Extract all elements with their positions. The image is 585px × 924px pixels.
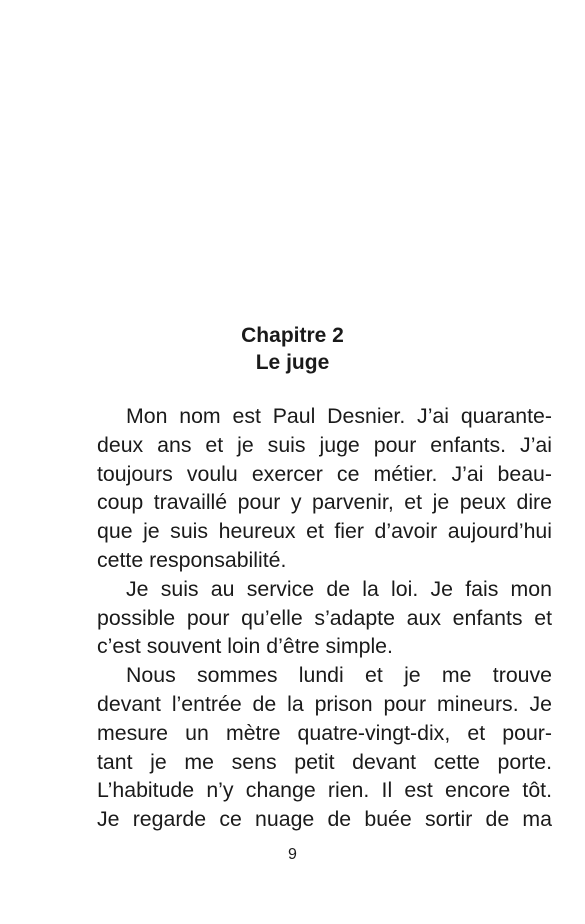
chapter-number: Chapitre 2 (241, 324, 344, 347)
paragraph (68, 661, 552, 834)
body-text (68, 402, 552, 834)
text-line: toujours voulu exercer ce métier. J’ai beau- (97, 461, 552, 486)
text-line: Mon nom est Paul Desnier. J’ai quarante- (126, 404, 552, 428)
text-line: L’habitude n’y change rien. Il est encore tôt. (97, 778, 552, 803)
text-line: tant je me sens petit devant cette porte. (97, 749, 552, 774)
paragraph (68, 402, 552, 575)
chapter-title: Le juge (255, 351, 330, 374)
text-line: devant l’entrée de la prison pour mineurs. Je (97, 691, 552, 716)
text-line: Je suis au service de la loi. Je fais mon (126, 576, 552, 601)
text-line: Nous sommes lundi et je me trouve (126, 663, 552, 688)
chapter-heading (0, 322, 585, 376)
text-line: coup travaillé pour y parvenir, et je peux dire (97, 490, 552, 515)
text-line: possible pour qu’elle s’adapte aux enfants et (97, 605, 552, 630)
text-line: c’est souvent loin d’être simple. (97, 634, 393, 659)
text-line: deux ans et je suis juge pour enfants. J’ai (97, 432, 552, 457)
paragraph (68, 575, 552, 661)
text-line: mesure un mètre quatre-vingt-dix, et pour- (97, 720, 552, 745)
text-line: Je regarde ce nuage de buée sortir de ma (97, 807, 552, 832)
text-line: que je suis heureux et fier d’avoir aujourd’hui (97, 519, 552, 544)
text-line: cette responsabilité. (97, 547, 287, 572)
page-number: 9 (288, 846, 297, 863)
